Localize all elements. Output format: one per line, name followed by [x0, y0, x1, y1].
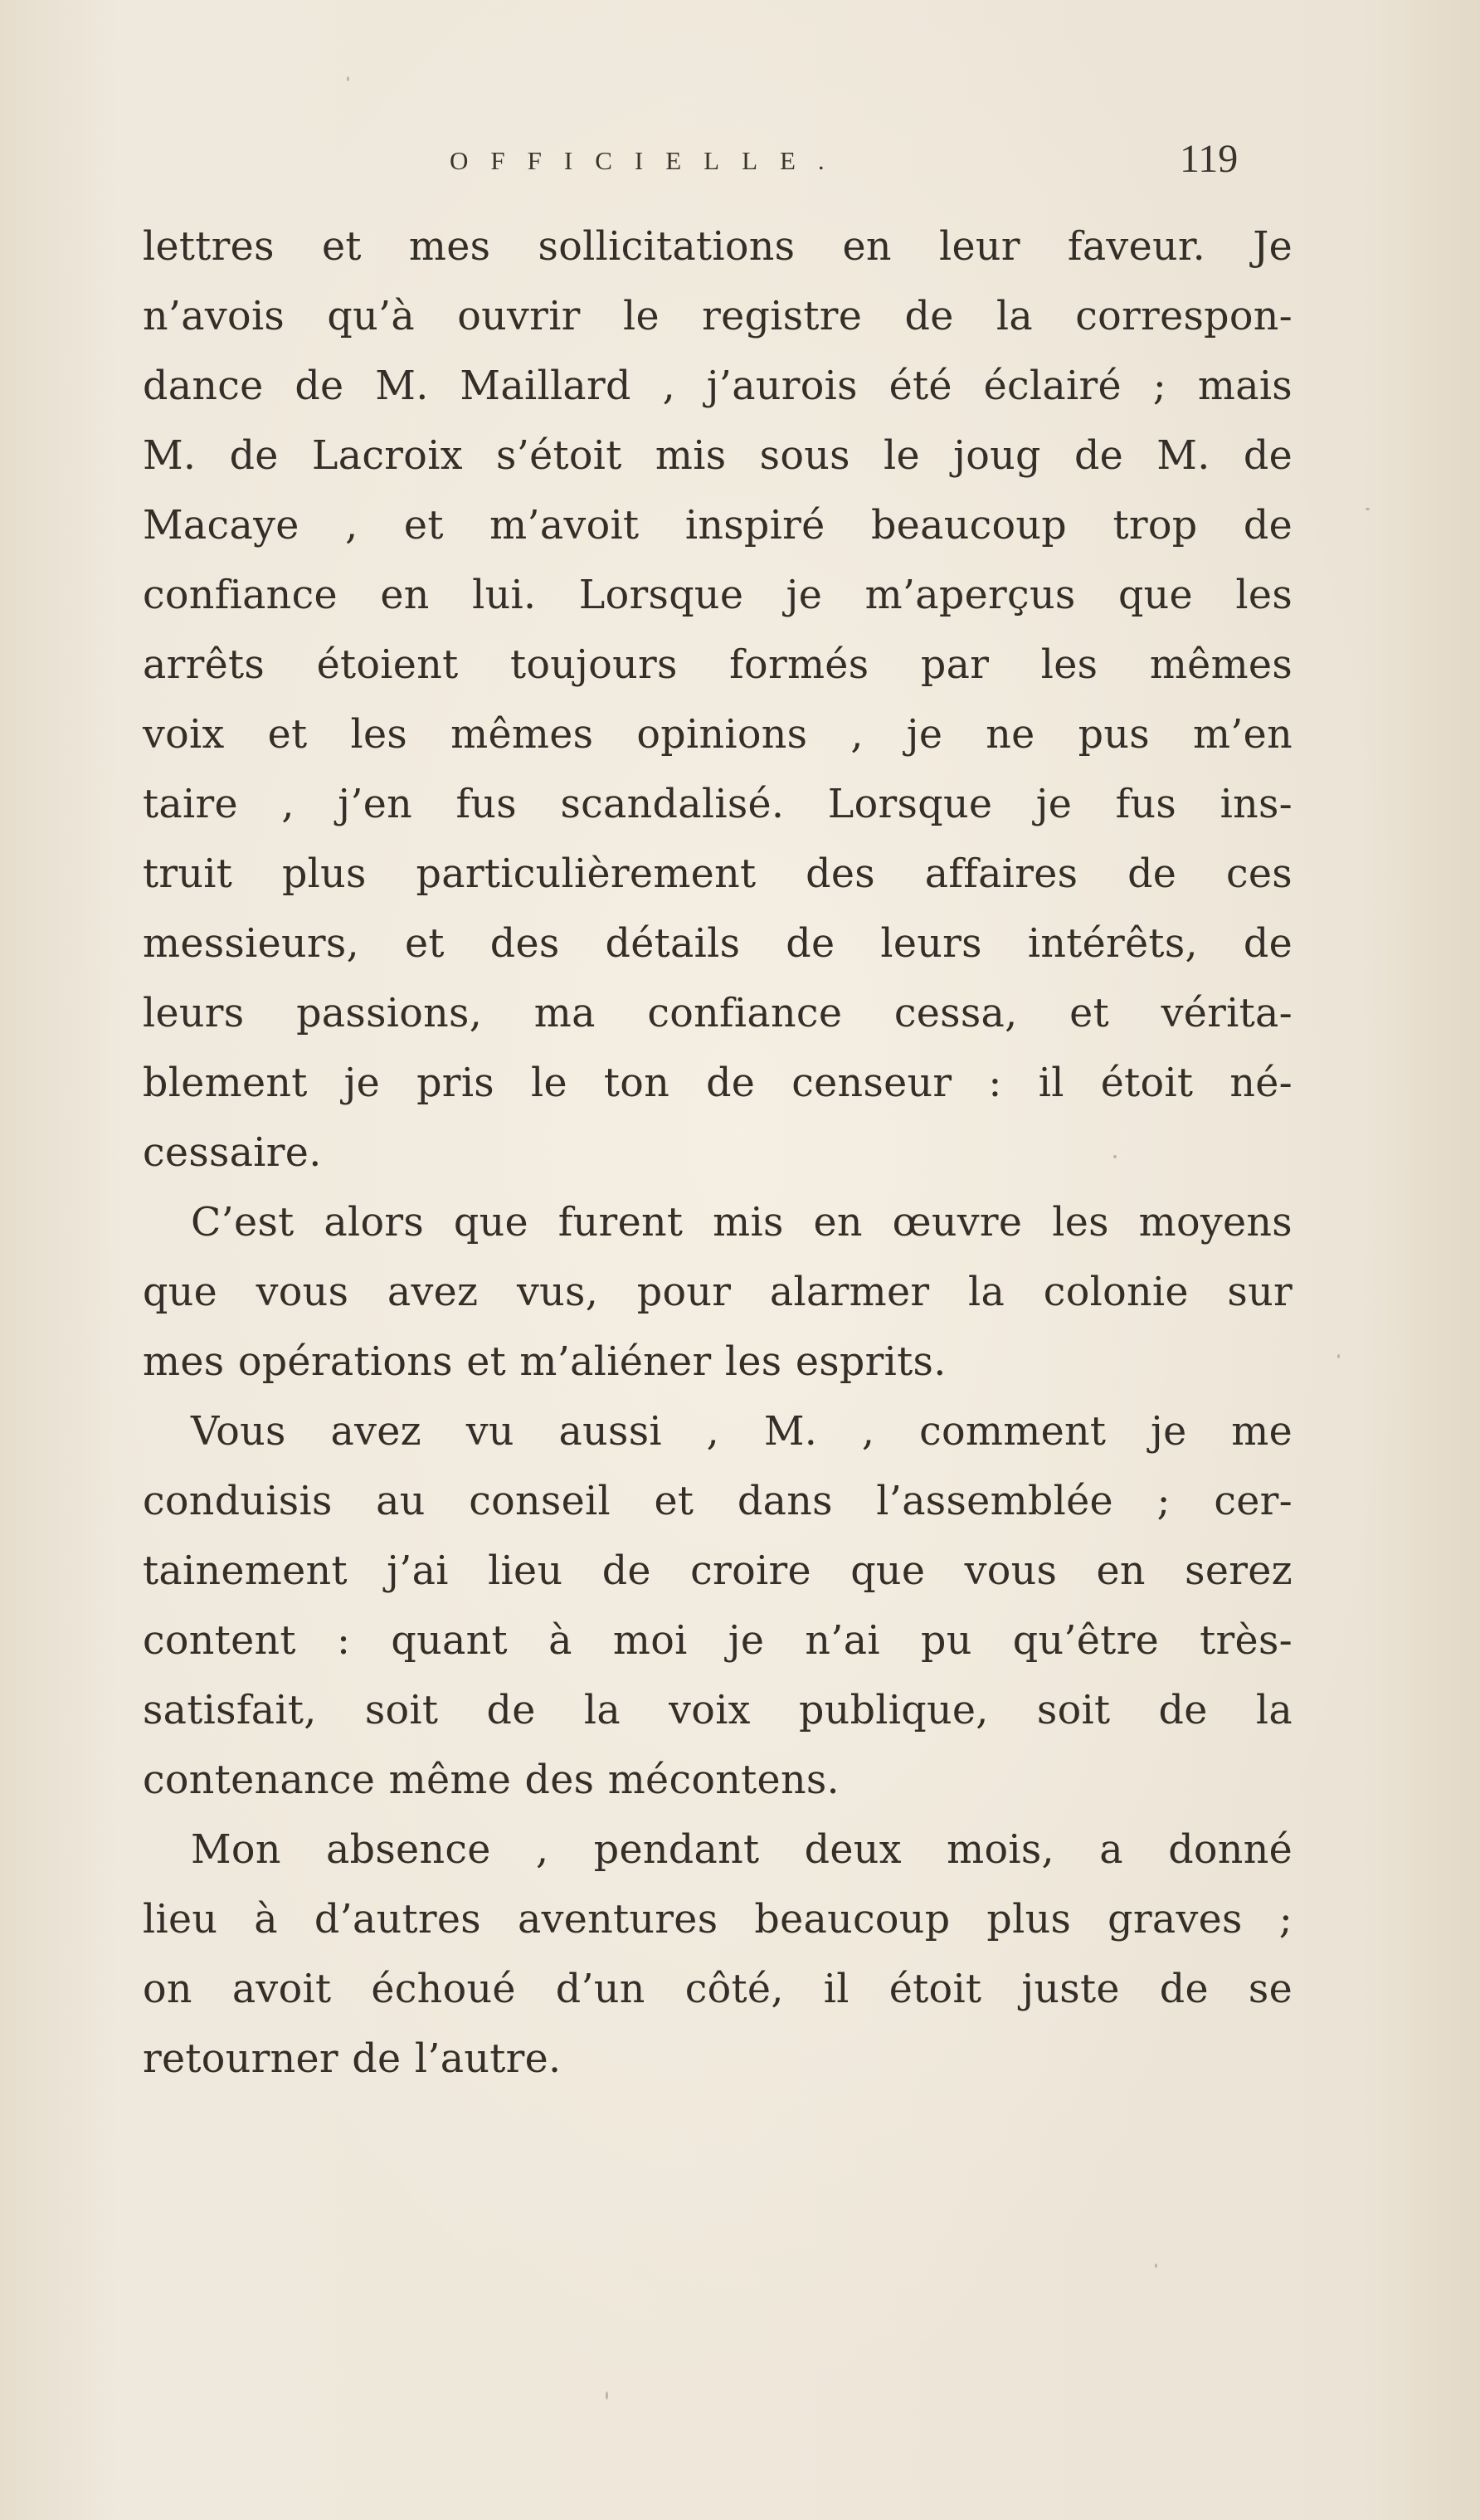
body-text: [143, 212, 1293, 2094]
page-header: [0, 137, 1480, 191]
page-number: 119: [1180, 137, 1239, 181]
text-line: on avoit échoué d’un côté, il étoit juste de se: [143, 1967, 1293, 2012]
paper-speck: [606, 2391, 608, 2400]
paper-speck: [1366, 508, 1370, 510]
text-line: conduisis au conseil et dans l’assemblée ; cer-: [143, 1479, 1293, 1524]
text-line-paragraph-end: contenance même des mécontens.: [143, 1757, 840, 1803]
text-line: truit plus particulièrement des affaires de ces: [143, 851, 1293, 897]
paper-speck: [1337, 1354, 1340, 1358]
paper-speck: [347, 76, 349, 81]
text-line-paragraph-end: cessaire.: [143, 1130, 322, 1176]
text-line: voix et les mêmes opinions , je ne pus m’en: [143, 712, 1293, 758]
paper-speck: [1155, 2264, 1157, 2268]
text-line-paragraph-start: C’est alors que furent mis en œuvre les moyens: [191, 1200, 1293, 1245]
text-line: satisfait, soit de la voix publique, soit de la: [143, 1688, 1293, 1733]
running-head: OFFICIELLE.: [450, 146, 847, 175]
text-line: Macaye , et m’avoit inspiré beaucoup trop de: [143, 503, 1293, 548]
text-line-paragraph-end: mes opérations et m’aliéner les esprits.: [143, 1339, 947, 1385]
text-line-paragraph-start: Mon absence , pendant deux mois, a donné: [191, 1827, 1293, 1873]
text-line: content : quant à moi je n’ai pu qu’être très-: [143, 1618, 1293, 1664]
text-line: arrêts étoient toujours formés par les mêmes: [143, 642, 1293, 688]
text-line: confiance en lui. Lorsque je m’aperçus que les: [143, 573, 1293, 618]
text-line-paragraph-end: retourner de l’autre.: [143, 2036, 562, 2082]
text-line: n’avois qu’à ouvrir le registre de la correspon-: [143, 294, 1293, 339]
text-line: dance de M. Maillard , j’aurois été éclairé ; mais: [143, 363, 1293, 409]
text-line: leurs passions, ma confiance cessa, et vérita-: [143, 991, 1293, 1036]
text-line: blement je pris le ton de censeur : il étoit né-: [143, 1060, 1293, 1106]
text-line: M. de Lacroix s’étoit mis sous le joug de M. de: [143, 433, 1293, 479]
text-line: lettres et mes sollicitations en leur faveur. Je: [143, 224, 1293, 270]
text-line: tainement j’ai lieu de croire que vous en serez: [143, 1548, 1293, 1594]
text-line-paragraph-start: Vous avez vu aussi , M. , comment je me: [191, 1409, 1293, 1455]
text-line: messieurs, et des détails de leurs intérêts, de: [143, 921, 1293, 967]
text-line: lieu à d’autres aventures beaucoup plus graves ;: [143, 1897, 1293, 1942]
text-line: que vous avez vus, pour alarmer la colonie sur: [143, 1270, 1293, 1315]
text-line: taire , j’en fus scandalisé. Lorsque je fus ins-: [143, 782, 1293, 827]
